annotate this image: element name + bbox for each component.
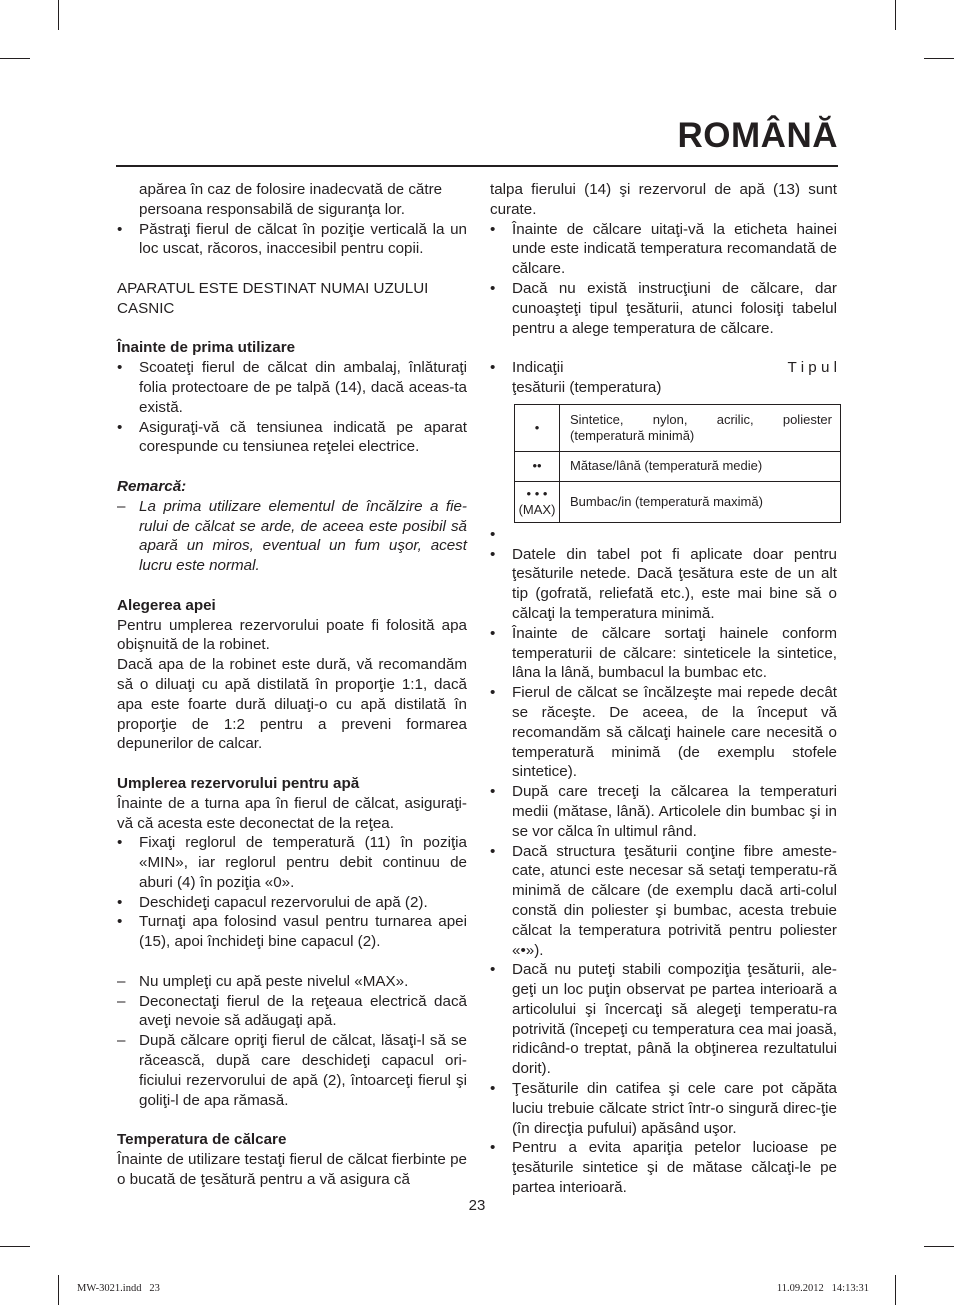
bullet-marker: •: [490, 624, 496, 642]
bullet-marker: •: [490, 545, 496, 563]
section-heading: Umplerea rezervorului pentru apă: [117, 774, 360, 792]
fabric-description: Mătase/lână (temperatură medie): [560, 451, 841, 481]
table-caption-part: ţesăturii (temperatura): [512, 378, 662, 396]
crop-mark: [58, 1275, 59, 1305]
list-item: • După care treceţi la călcarea la temperaturi medii (mătase, lână). Articolele din bumbac şi in se vor călca în ultimul rând.: [490, 783, 837, 840]
bullet-marker: •: [490, 1080, 496, 1098]
list-item: • Înainte de călcare uitaţi-vă la eticheta hainei unde este indicată temperatura recomandată de călcare.: [490, 220, 837, 278]
list-item: • Pentru a evita apariţia petelor lucioase pe ţesăturile sintetice şi de mătase călcaţi-le pe partea interioară.: [490, 1139, 837, 1197]
footer-timestamp: 11.09.2012 14:13:31: [776, 1283, 869, 1294]
paragraph: Înainte de a turna apa în fierul de călcat, asiguraţi-vă că acesta este deconectat de la reţea.: [117, 794, 467, 832]
crop-mark: [924, 58, 954, 59]
list-item: • Dacă nu puteţi stabili compoziţia ţesăturii, ale-geţi un loc puţin observat pe partea interioară a articolului şi încercaţi să alegeţi temperatu-ra potrivită (începeţi cu temperatura cea mai joasă, ridicând-o treptat, până la obţinerea rezultatului dorit).: [490, 961, 837, 1078]
list-item: • Ţesăturile din catifea şi cele care pot căpăta luciu trebuie călcate strict într-o singură direc-ţie (în direcţia pufului) apăsând uşor.: [490, 1080, 837, 1137]
bullet-marker: •: [117, 418, 123, 436]
list-item: • Deschideţi capacul rezervorului de apă (2).: [117, 893, 428, 911]
dash-marker: –: [117, 1032, 126, 1050]
bullet-marker: •: [117, 359, 123, 377]
section-heading: Alegerea apei: [117, 596, 216, 614]
list-item: • Fixaţi reglorul de temperatură (11) în poziţia «MIN», iar reglorul pentru debit continuu de aburi (4) în poziţia «0».: [117, 834, 467, 891]
dash-marker: –: [117, 497, 126, 515]
list-item: • Dacă nu există instrucţiuni de călcare, dar cunoaşteţi tipul ţesăturii, atunci folosiţi tabelul pentru a alege temperatura de călcare.: [490, 279, 837, 337]
dash-marker: –: [117, 972, 126, 990]
list-item: • Înainte de călcare sortaţi hainele conform temperaturii de călcare: sinteticele la sintetice, lâna la lână, bumbacul la bumbac etc.: [490, 624, 837, 682]
fabric-description: Sintetice, nylon, acrilic, poliester (temperatură minimă): [560, 404, 841, 451]
list-item: • Asiguraţi-vă că tensiunea indicată pe aparat corespunde cu tensiunea reţelei electrice.: [117, 418, 467, 456]
bullet-marker: •: [117, 893, 123, 911]
paragraph: Pentru umplerea rezervorului poate fi folosită apa obişnuită de la robinet.: [117, 616, 467, 654]
list-item: • Turnaţi apa folosind vasul pentru turnarea apei (15), apoi închideţi bine capacul (2).: [117, 913, 467, 951]
remark-heading: Remarcă:: [117, 477, 187, 495]
crop-mark: [0, 58, 30, 59]
crop-mark: [0, 1246, 30, 1247]
paragraph: Înainte de utilizare testaţi fierul de călcat fierbinte pe o bucată de ţesătură pentru a vă asigura că: [117, 1151, 467, 1188]
list-item: • Datele din tabel pot fi aplicate doar pentru ţesăturile netede. Dacă ţesătura este de un alt tip (gofrată, reliefată etc.), este mai bine să o călcaţi la temperatura minimă.: [490, 545, 837, 622]
bullet-marker: •: [490, 961, 496, 979]
bullet-marker: •: [117, 220, 123, 238]
bullet-marker: •: [490, 279, 496, 297]
bullet-marker: •: [490, 684, 496, 702]
left-column: [117, 180, 467, 1190]
table-caption-part: Indicaţii: [512, 359, 564, 377]
dash-item: – Deconectaţi fierul de la reţeaua electrică dacă aveţi nevoie să adăugaţi apă.: [117, 992, 467, 1030]
fabric-description: Bumbac/in (temperatură maximă): [560, 481, 841, 522]
dash-item: – După călcare opriţi fierul de călcat, lăsaţi-l să se răcească, după care deschideţi capacul ori-ficiului rezervorului de apă (2), întoarceţi fierul şi goliţi-l de apa rămasă.: [117, 1032, 467, 1109]
paragraph: Dacă apa de la robinet este dură, vă recomandăm să o diluaţi cu apă distilată în proporţie 1:1, dacă apa este foarte dură diluaţi-o cu apă distilată în proporţie de 1:2 pentru a preveni formarea depunerilor de calcar.: [117, 656, 467, 753]
bullet-marker: •: [490, 783, 496, 801]
list-item: • Fierul de călcat se încălzeşte mai repede decât se răceşte. De aceea, de la început vă recomandăm să călcaţi hainele care necesită o temperatură minimă (de exemplu stofele sintetice).: [490, 684, 837, 781]
page-number: 23: [468, 1197, 486, 1214]
dash-marker: –: [117, 992, 126, 1010]
table-row: [515, 451, 841, 481]
paragraph: talpa fierului (14) şi rezervorul de apă (13) sunt curate.: [490, 181, 837, 218]
crop-mark: [58, 0, 59, 30]
title-rule: [116, 165, 838, 167]
temperature-symbol: ••: [515, 451, 560, 481]
bullet-marker: •: [490, 359, 496, 377]
dash-item: – Nu umpleţi cu apă peste nivelul «MAX».: [117, 972, 409, 990]
footer-filename: MW-3021.indd 23: [77, 1283, 160, 1294]
list-item: • Păstraţi fierul de călcat în poziţie verticală la un loc uscat, răcoros, inaccesibil pentru copii.: [117, 220, 467, 258]
bullet-marker: •: [117, 834, 123, 852]
table-caption-part: T i p u l: [787, 359, 837, 377]
list-item: • Scoateţi fierul de călcat din ambalaj, înlăturaţi folia protectoare de pe talpă (14), dacă aceas-ta există.: [117, 359, 467, 416]
bullet-marker: •: [490, 842, 496, 860]
table-row: [515, 404, 841, 451]
list-item: [490, 525, 837, 545]
crop-mark: [924, 1246, 954, 1247]
bullet-marker: •: [490, 1139, 496, 1157]
domestic-use-notice: APARATUL ESTE DESTINAT NUMAI UZULUI CASNIC: [117, 279, 429, 317]
bullet-marker: •: [490, 220, 496, 238]
right-column: [490, 180, 837, 1198]
section-heading: Înainte de prima utilizare: [117, 339, 296, 357]
temperature-symbol: • • • (MAX): [515, 481, 560, 522]
bullet-marker: •: [117, 913, 123, 931]
list-item: [490, 358, 837, 398]
continuation-text: apărea în caz de folosire inadecvată de către persoana responsabilă de siguranţa lor.: [139, 181, 443, 218]
crop-mark: [895, 0, 896, 30]
remark-item: – La prima utilizare elementul de încălzire a fie-rului de călcat se arde, de aceea este posibil să apară un miros, eventual un fum uşor, acest lucru este normal.: [117, 497, 467, 575]
page-title: ROMÂNĂ: [677, 116, 838, 155]
temperature-symbol: •: [515, 404, 560, 451]
table-row: [515, 481, 841, 522]
list-item: • Dacă structura ţesăturii conţine fibre ameste-cate, atunci este necesar să setaţi temperatu-ră minimă de călcare (de exemplu dacă arti-colul constă din poliester şi bumbac, acesta trebuie călcat la temperatura potrivită pentru poliester «•»).: [490, 842, 837, 959]
section-heading: Temperatura de călcare: [117, 1131, 287, 1149]
crop-mark: [895, 1275, 896, 1305]
bullet-marker: •: [490, 525, 496, 543]
fabric-temperature-table: [514, 404, 841, 523]
